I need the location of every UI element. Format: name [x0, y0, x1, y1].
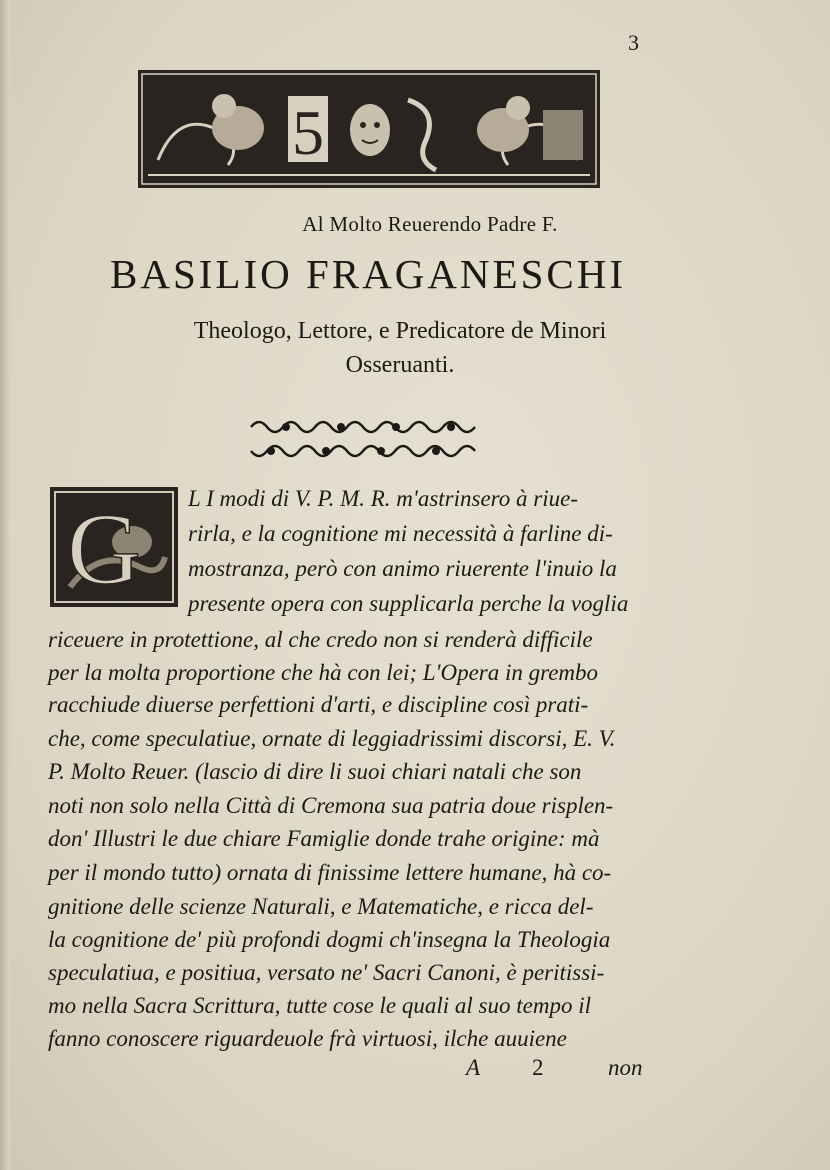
body-line: per la molta proportione che hà con lei; L'Opera in grembo: [48, 660, 599, 685]
body-line: rirla, e la cognitione mi necessità à farline di-: [188, 521, 613, 546]
svg-text:5: 5: [292, 97, 324, 168]
body-line: racchiude diuerse perfettioni d'arti, e discipline così prati-: [48, 692, 589, 717]
headpiece-ornament-icon: [138, 70, 600, 188]
body-line: riceuere in protettione, al che credo non si renderà difficile: [48, 627, 593, 652]
page-edge-shadow: [0, 0, 10, 1170]
decorated-initial-g-icon: [50, 487, 178, 607]
body-line: per il mondo tutto) ornata di finissime lettere humane, hà co-: [48, 860, 612, 885]
body-line: P. Molto Reuer. (lascio di dire li suoi chiari natali che son: [48, 759, 582, 784]
body-line: la cognitione de' più profondi dogmi ch'insegna la Theologia: [48, 927, 611, 952]
body-line: fanno conoscere riguardeuole frà virtuosi, ilche auuiene: [48, 1026, 567, 1051]
catchword: non: [608, 1055, 643, 1080]
dedicatee-name: BASILIO FRAGANESCHI: [109, 251, 626, 297]
body-line: presente opera con supplicarla perche la voglia: [188, 591, 629, 616]
body-line: don' Illustri le due chiare Famiglie donde trahe origine: mà: [48, 826, 600, 851]
body-line: L I modi di V. P. M. R. m'astrinsero à riue-: [188, 486, 578, 511]
dedicatee-title-line-2: Osseruanti.: [345, 352, 455, 378]
svg-text:G: G: [67, 493, 141, 606]
signature-number: 2: [532, 1055, 544, 1080]
body-line: gnitione delle scienze Naturali, e Matematiche, e ricca del-: [48, 894, 594, 919]
body-line: mostranza, però con animo riuerente l'inuio la: [188, 556, 617, 581]
addressee-line: Al Molto Reuerendo Padre F.: [302, 212, 558, 236]
dedicatee-title-line-1: Theologo, Lettore, e Predicatore de Minori: [193, 318, 607, 344]
fleuron-rule-icon: [246, 413, 478, 465]
page-number: 3: [628, 30, 639, 55]
body-line: mo nella Sacra Scrittura, tutte cose le quali al suo tempo il: [48, 993, 591, 1018]
body-line: speculatiua, e positiua, versato ne' Sacri Canoni, è peritissi-: [48, 960, 605, 985]
signature-mark: A: [466, 1055, 481, 1080]
body-line: che, come speculatiue, ornate di leggiadrissimi discorsi, E. V.: [48, 726, 616, 751]
body-line: noti non solo nella Città di Cremona sua patria doue risplen-: [48, 793, 614, 818]
